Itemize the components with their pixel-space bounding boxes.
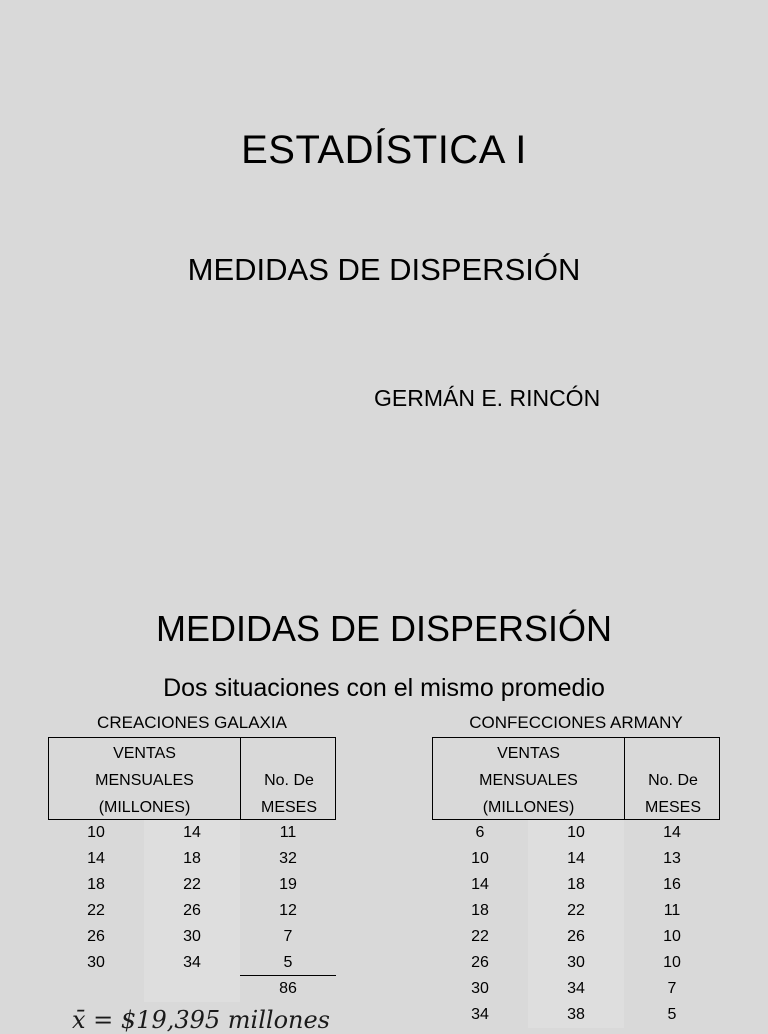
header-text: VENTAS [113,745,176,762]
header-text: (MILLONES) [98,799,191,816]
table-row [432,820,720,846]
upper-limit-cell: 18 [183,850,201,867]
frequency-cell: 13 [663,850,681,867]
upper-limit-cell: 22 [183,876,201,893]
table-row [432,1002,720,1028]
frequency-cell: 32 [279,850,297,867]
lower-limit-cell: 26 [471,954,489,971]
header-text: MESES [260,799,317,816]
company-name-galaxia: CREACIONES GALAXIA [97,713,287,732]
frequency-cell: 7 [283,928,293,945]
lower-limit-cell: 22 [471,928,489,945]
company-name-armany: CONFECCIONES ARMANY [469,713,683,732]
upper-limit-cell: 14 [183,824,201,841]
lower-limit-cell: 34 [471,1006,489,1023]
table-row [432,846,720,872]
frequency-cell: 5 [667,1006,677,1023]
header-text: MENSUALES [95,772,194,789]
upper-limit-cell: 14 [567,850,585,867]
table-row [48,924,336,950]
lower-limit-cell: 26 [87,928,105,945]
lower-limit-cell: 14 [87,850,105,867]
lower-limit-cell: 6 [475,824,485,841]
topic-subtitle: MEDIDAS DE DISPERSIÓN [187,252,581,287]
table-header [48,737,336,820]
slide-subtitle: Dos situaciones con el mismo promedio [163,674,605,702]
frequency-cell: 19 [279,876,297,893]
header-text: No. De [264,772,314,789]
table-row [432,898,720,924]
total-cell: 86 [279,980,297,997]
upper-limit-cell: 34 [567,980,585,997]
frequency-table-armany [432,737,720,1028]
content-slide [0,560,768,1034]
header-ventas [433,738,625,819]
lower-limit-cell: 18 [471,902,489,919]
upper-limit-cell: 30 [183,928,201,945]
lower-limit-cell: 22 [87,902,105,919]
frequency-cell: 14 [663,824,681,841]
table-header [432,737,720,820]
slide-title: MEDIDAS DE DISPERSIÓN [155,608,613,649]
header-meses [241,738,337,819]
table-row [48,898,336,924]
lower-limit-cell: 30 [471,980,489,997]
total-row [48,976,336,1002]
table-row [432,872,720,898]
table-row [48,872,336,898]
upper-limit-cell: 26 [183,902,201,919]
mean-formula: x̄ = $19,395 millones [72,1006,330,1034]
table-body [432,820,720,1028]
upper-limit-cell: 10 [567,824,585,841]
upper-limit-cell: 18 [567,876,585,893]
frequency-table-galaxia [48,737,336,1002]
table-row [48,820,336,846]
upper-limit-cell: 34 [183,954,201,971]
course-title: ESTADÍSTICA I [241,128,527,172]
frequency-cell: 11 [279,824,297,841]
table-body [48,820,336,1002]
table-row [432,976,720,1002]
table-row [48,950,336,976]
lower-limit-cell: 18 [87,876,105,893]
upper-limit-cell: 22 [567,902,585,919]
frequency-cell: 7 [667,980,677,997]
frequency-cell: 10 [663,928,681,945]
frequency-cell: 11 [663,902,681,919]
table-row [432,950,720,976]
table-row [48,846,336,872]
header-text: (MILLONES) [482,799,575,816]
upper-limit-cell: 30 [567,954,585,971]
frequency-cell: 5 [283,954,293,971]
header-text: MESES [644,799,701,816]
lower-limit-cell: 10 [87,824,105,841]
upper-limit-cell: 26 [567,928,585,945]
lower-limit-cell: 10 [471,850,489,867]
frequency-cell: 10 [663,954,681,971]
upper-limit-cell: 38 [567,1006,585,1023]
frequency-cell: 16 [663,876,681,893]
header-text: No. De [648,772,698,789]
lower-limit-cell: 30 [87,954,105,971]
author-name: GERMÁN E. RINCÓN [374,385,601,411]
table-row [432,924,720,950]
lower-limit-cell: 14 [471,876,489,893]
header-text: MENSUALES [479,772,578,789]
header-meses [625,738,721,819]
header-text: VENTAS [497,745,560,762]
frequency-cell: 12 [279,902,297,919]
header-ventas [49,738,241,819]
